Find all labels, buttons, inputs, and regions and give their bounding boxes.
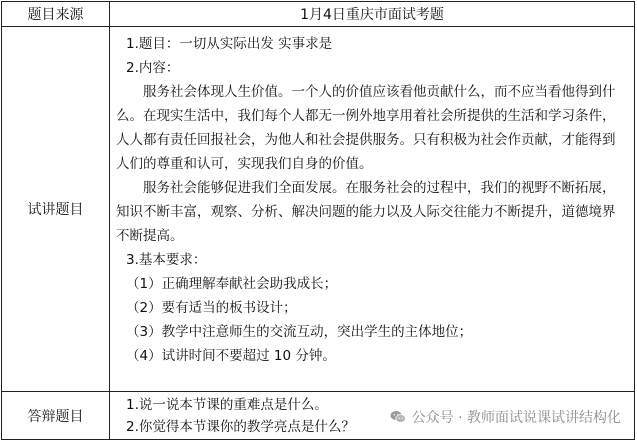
trial-row [2,27,635,392]
watermark [389,407,621,427]
content-title: 2.内容： [126,60,180,76]
source-label: 题目来源 [2,2,110,27]
wechat-icon [389,408,407,426]
topic-line: 1.题目：一切从实际出发 实事求是 [126,36,333,52]
source-value: 1月4日重庆市面试考题 [110,2,635,27]
header-row [2,2,635,27]
requirement-1: （1）正确理解奉献社会助我成长； [126,276,338,292]
watermark-text: 公众号 · 教师面试说课试讲结构化 [411,410,621,426]
trial-label: 试讲题目 [2,27,110,392]
requirement-2: （2）要有适当的板书设计； [126,300,297,316]
requirements-title: 3.基本要求： [126,252,207,268]
paragraph-2: 服务社会能够促进我们全面发展。在服务社会的过程中，我们的视野不断拓展，知识不断丰富，观察、分析、解决问题的能力以及人际交往能力不断提升，道德境界不断提高。 [116,180,616,244]
paragraph-1: 服务社会体现人生价值。一个人的价值应该看他贡献什么，而不应当看他得到什么。在现实生活中，我们每个人都无一例外地享用着社会所提供的生活和学习条件，人人都有责任回报社会，为他人和社会提供服务。只有积极为社会作贡献，才能得到人们的尊重和认可，实现我们自身的价值。 [116,84,616,172]
requirement-4: （4）试讲时间不要超过 10 分钟。 [126,348,336,364]
question-2: 2.你觉得本节课你的教学亮点是什么？ [126,419,355,435]
requirement-3: （3）教学中注意师生的交流互动，突出学生的主体地位； [126,324,473,340]
trial-content [110,27,635,392]
question-1: 1.说一说本节课的重难点是什么。 [126,397,328,413]
exam-table [1,1,635,440]
defense-label: 答辩题目 [2,392,110,440]
